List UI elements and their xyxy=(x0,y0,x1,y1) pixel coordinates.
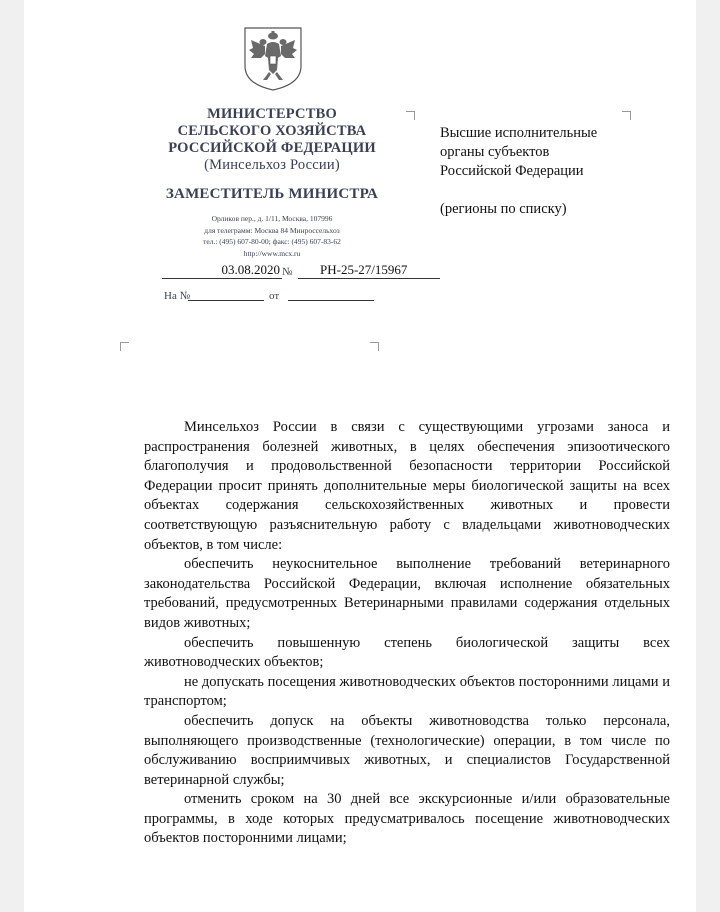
reference-line xyxy=(164,290,394,304)
ministry-line: СЕЛЬСКОГО ХОЗЯЙСТВА xyxy=(177,123,367,139)
ministry-line: МИНИСТЕРСТВО xyxy=(207,106,337,122)
contact-line: http://www.mcx.ru xyxy=(243,248,301,258)
contact-line: для телеграмм: Москва 84 Минроссельхоз xyxy=(204,225,340,235)
corner-mark xyxy=(622,111,631,120)
ministry-short-name: (Минсельхоз России) xyxy=(204,157,340,173)
paragraph: обеспечить неукоснительное выполнение требований ветеринарного законодательства Российской Федерации, включая исполнение обязательных требований, предусмотренных Ветеринарными правилами содержания отдельных видов животных; xyxy=(144,556,670,631)
ministry-title xyxy=(144,106,400,174)
on-no-label: На № xyxy=(164,290,191,302)
coat-of-arms-icon xyxy=(241,26,305,92)
contact-line: тел.: (495) 607-80-00; факс: (495) 607-83-62 xyxy=(203,237,341,246)
corner-mark xyxy=(406,111,415,120)
blank-underline xyxy=(288,300,374,301)
registration-number: РН-25-27/15967 xyxy=(298,262,440,279)
paragraph: не допускать посещения животноводческих объектов посторонними лицами и транспортом; xyxy=(144,673,670,710)
position-title: ЗАМЕСТИТЕЛЬ МИНИСТРА xyxy=(165,186,379,202)
corner-mark xyxy=(120,342,129,351)
registration-date: 03.08.2020 xyxy=(162,262,282,279)
letter-body xyxy=(144,418,670,849)
number-sign: № xyxy=(282,266,293,278)
paragraph: обеспечить повышенную степень биологической защиты всех животноводческих объектов; xyxy=(144,634,670,671)
blank-underline xyxy=(188,300,264,301)
paragraph: отменить сроком на 30 дней все экскурсионные и/или образовательные программы, в ходе которых предусматривалось посещение животноводческих объектов посторонними лицами; xyxy=(144,791,670,847)
contact-line: Орликов пер., д. 1/11, Москва, 107996 xyxy=(211,214,333,223)
contact-block xyxy=(174,213,370,259)
recipient-block xyxy=(440,124,660,219)
recipient-list-note: (регионы по списку) xyxy=(440,201,567,217)
recipient-line: Высшие исполнительные xyxy=(440,125,598,141)
ministry-line: РОССИЙСКОЙ ФЕДЕРАЦИИ xyxy=(168,140,376,156)
registration-line xyxy=(162,262,432,280)
from-label: от xyxy=(269,290,280,302)
corner-mark xyxy=(370,342,379,351)
recipient-line: органы субъектов xyxy=(440,144,550,160)
paragraph: Минсельхоз России в связи с существующими угрозами заноса и распространения болезней животных, в целях обеспечения эпизоотического благополучия и продовольственной безопасности территории Российской Федерации просит принять дополнительные меры биологической защиты на всех объектах содержания сельскохозяйственных животных и провести соответствующую разъяснительную работу с владельцами животноводческих объектов, в том числе: xyxy=(144,419,670,553)
document-page xyxy=(24,0,696,912)
paragraph: обеспечить допуск на объекты животноводства только персонала, выполняющего производственные (технологические) операции, в том числе по обслуживанию восприимчивых животных, и специалистов Государственной ветеринарной службы; xyxy=(144,712,670,788)
recipient-line: Российской Федерации xyxy=(440,163,584,179)
